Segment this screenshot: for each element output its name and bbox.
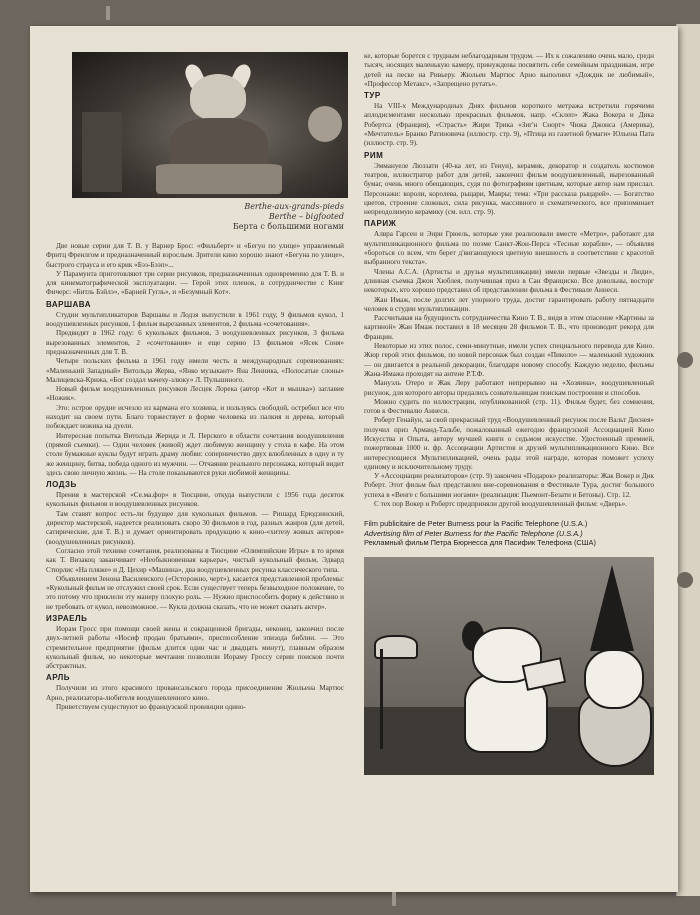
binder-hole-lower [677, 572, 693, 588]
paragraph: Новый фильм воодушевленных рисунков Лесцек Лорека (автор «Кот и мышка») заглавие «Ножик». [46, 385, 344, 403]
paragraph: Четыре польских фильма в 1961 году имели честь в международных соревнованиях: «Маленький Западный» Витольда Жерва, «Янко музыкант» Яна Ленника, «Полосатые слоны» Малицевска-Крижа, «Бог создал мачеху-злюку» Л. Пульшиного. [46, 357, 344, 384]
paragraph: Объявлением Зенона Васнлевского («Осторожно, черт»), касается представленной проблемы: «Кукольный фильм не отслужил своей срок. Если существует теперь безвыходное положение, то это потому что приклели эту манеру плохую роль. — Нужно приспособить форму к действию и не требовать от кукол, невозможное. — Кукла должна сказать, что не может сказать актер». [46, 574, 344, 611]
section-heading-warsaw: ВАРШАВА [46, 299, 91, 309]
film-caption [364, 519, 654, 547]
section-heading-lodz: ЛОДЗЬ [46, 480, 77, 490]
paragraph: Члены А.С.А. (Артисты и друзья мультипликации) имели первые «Звезды и Люди», длинная съемка Джон Хюблея, получившая приз в Сан Франциско. Все довольны, восторг некоторых, кто хорошо представил об представлении фильма в Фестивале Аннеси. [364, 267, 654, 295]
paragraph: Алвра Гарсен и Энри Грюель, которые уже реализовали вместе «Метро», работают для мультипликационного фильма по поэме Санкт-Жон-Перса «Тесные корабли», — объявляя «бороться со всем, что берет д'вигающуюся цветную внешность в соответствии с красотой выбранного текста». [364, 230, 654, 267]
film-caption-fr: Film publicitaire de Peter Burness pour la Pacific Telephone (U.S.A.) [364, 519, 588, 529]
left-column [46, 52, 344, 712]
paragraph: С тех пор Вокер и Робертс предприняли другой воодушевленный фильм: «Дверь». [374, 500, 628, 509]
paragraph: Мануэль Отеро и Жак Леру работают непрерывно на «Хозяина», воодушевленный рисунок, для которого авторы предались созвательницам поискам построения и способов. [364, 379, 654, 397]
binder-hole-upper [677, 352, 693, 368]
paragraph: Эммануеле Люззати (40-ка лет, из Генуи), керамик, декоратор и создатель костюмов театров, иллюстратор работ для детей, закончил фильм воодушевленный, вырезованный бумаг, очень много обещающих, судя по фотографиям цветным, которые автор нам прислал. Персонажи: короли, королева, рыцари, Мавры; тема: «Три рассказа рыцарей». — Богатство цветов, строение сложных, сила рисунка, массивного и схематического, все припоминает непреодолимую керамику (см. илл. стр. 9). [364, 161, 654, 217]
paragraph: ке, которые борется с трудным неблагодарным трудом. — Их к сожалению очень мало, средн тысяч, носящих маленькую камеру, принуждены посвятить себе семейным праздникам, игре детей на песке на Ривьеру. Жюльен Мартюс Арно выполнил «Дождик не любимый», «Профессор Метакс», «Запрещено рутать». [364, 52, 654, 88]
paragraph: Приветствуем существуют во французской провинции одино- [56, 703, 246, 712]
caption-en: Berthe – bigfooted [268, 212, 344, 221]
right-column [364, 52, 654, 775]
next-page-edge [676, 24, 700, 896]
section-heading-rome: РИМ [364, 150, 384, 160]
staple-top [106, 6, 110, 20]
cartoon-still-image [364, 557, 654, 775]
paragraph: Иорам Гросс при помощи своей жены и сокращенной бригады, неконец, закончил после двух-летней работы «Иосиф продан братьями», приспособление эпизода библии. — Это стремительное предприятие (фильм длится один час и двадцать минут), главным образом кукольный фильм, но некоторые мечтания позволили Иораму Гроссу серии поисков почти абстрактных. [46, 624, 344, 671]
section-heading-israel: ИЗРАЕЛЬ [46, 613, 88, 623]
caption-fr: Berthe-aux-grands-pieds [244, 202, 344, 211]
staple-bottom [392, 892, 396, 906]
section-heading-arles: АРЛЬ [46, 673, 70, 683]
paragraph: Роберт Генайун, за свой прекрасный труд «Воодушевленный рисунок после Вальт Диснея» получил приз Арманд-Тальбе, пожалованный ежегодно французской Ассоциацией Кино Искусства и Опыта, автору мучшей книги о седьмом искусстве. Удостоенный премией, пожертвовав 1000 н. фр. Ассоциации Артистов и друзей мультипликационного Кино. Все интересующиеся Мультипликацией, очень рады этой награде, которая поможет успеху единому и исключительному труду. [364, 416, 654, 471]
paragraph: На VIII-х Международных Днях фильмов короткого метража встретили горячими аплодисментами несколько прекрасных фильмов, напр. «Склеп» Жака Вокера и Дика Робертса (Франция), «Страсть» Жири Трика «Зиг'н Снорт» Чюка Джонса (Америка), «Мечтатель» Бранко Ратиновича (иллюстр. стр. 9), «Птица из газетной бумаги» Юльена Пата (иллюстр. стр. 9). [364, 102, 654, 148]
paragraph: Получили из этого красивого провансальского города присоединение Жюльена Мартюс Арно, реализатора-любителя воодушевленного кино. [46, 684, 344, 702]
photo-caption [46, 202, 344, 232]
puppet-photo [72, 52, 348, 198]
film-caption-ru: Рекламный фильм Петра Бюрнесса для Пасифик Телефона (США) [364, 537, 596, 547]
paragraph: Две новые серии для Т. В. у Варнер Брос: «Фильберт» и «Бегун по улице» управляемый Фритц Френлгом и предназначенный взрослым. Зрители кино хорошо знают «Бегуна по улице», быстрого страуса и его крик «Бээ-Бээп»... [46, 242, 344, 269]
caption-ru: Берта с большими ногами [232, 222, 344, 231]
section-heading-paris: ПАРИЖ [364, 219, 397, 229]
paragraph: Можно судить по иллюстрации, опубликованной (стр. 11). Фильм будет, без сомнения, готов к Фестивалю Аннеси. [364, 397, 654, 416]
paragraph: У «Ассоциации реализаторов» (стр. 9) закончен «Подарок» реализаторы: Жак Вокер и Дик Роберт. Этот фильм был представлен вне-соревнования в Фестивале Тура, достиг большого успеха в «Венге с большими ногами» (реализация: Пьемонт-Безати и Бетоны). Стр. 12. [364, 472, 654, 499]
paragraph: Рассчитывая на будущность сотрудничества Кино Т. В., видя в этом спасение «Картины за картиной» Жан Имаж поставил в 18 месяцев 28 фильмов Т. В., что производит рекорд для Франции. [364, 314, 654, 341]
paragraph: Некоторые из этих полос, семи-минутные, имели успех специального перевода для Кино. Жюр герой этих фильмов, по новой персонаж был создан «Пиколо» — маленький художник — он двигается в реальной декорации, благодаря новому способу. Каждую неделю, фильмы Жана-Имажа проходят на антене Р.Т.Ф. [364, 342, 654, 378]
paragraph: Прения в мастерской «Се.ма.фор» в Тюсцине, откуда выпустили с 1956 года десяток кукольных фильмов и воодушевленных рисунков. [46, 491, 344, 509]
paragraph: Это: острое орудие исчезло из кармана его хозяина, и пользуясь свободой, остребил все что находит на своем пути. Благо торжествует в форме человека из палкия и дерева, который побеждает ножика на дуели. [46, 403, 344, 431]
film-caption-en: Advertising film of Peter Burness for the Pacific Telephone (U.S.A.) [364, 528, 583, 538]
paragraph: У Парамунта приготовляют три серии рисунков, предназначенных одновременно для Т. В. и для кинематографической эксплуатации. — Герой этих пленок, в сотрудничестве с Книг Фичерс: «Битль Бэйлэ», «Барней Гугль», и «Безумный Кот». [46, 269, 344, 297]
paragraph: Согласно этой технике сочетания, реализованы в Тюсцине «Олимпийские Игры» в то время как Т. Визакоц заканчивает «Необыкновенная карьера», чистый кукольный фильм, Эдвард Стюрлис «На пляже» и Д. Цехир «Машина», два воодушевленных рисунка классического типа. [46, 546, 344, 574]
section-heading-tours: ТУР [364, 91, 381, 101]
paragraph: Предвидят в 1962 году: 6 кукольных фильмов, 3 воодушевленных рисунков, 3 фильма вырезованных элементов, 2 «сочетования» и еще серию 13 фильмов «Ясек Соня» предназначенных для Т. В. [46, 329, 344, 356]
paragraph: Студии мультипликаторов Варшавы и Лодзя выпустили в 1961 году, 9 фильмов кукол, 1 воодушевленных рисунков, 1 фильм вырезанных элементов, 2 фильма «сочетования». [46, 310, 344, 329]
paragraph: Жан Имаж, после долгих лет упорного труда, достиг гарантировать работу пятнадцати человек в студии мультипликации. [364, 295, 654, 313]
paragraph: Там ставят вопрос есть-ли будущее для кукольных фильмов. — Ришард Ерюдзинский, директор мастерской, надеется реализовать скоро 30 фильмов в год, разных жанров (для детей, сатирические, для Т. В.) и думает ориентировать продукцию к кино-«хитезу живых актеров» (воодушевленных рисунков). [46, 509, 344, 546]
paragraph: Интересная попытка Витольда Жерида и Л. Перского в области сочетания воодушевления (прямой съемки). — Один человек (живой) ждет любимую женщину у стола в кафе. На этом столе бумажные куклы будут играть драму любви: соперничество двух влюбленных в одну и ту же женщину, битва, победа одного из мужчин. — Отчаяние реального персонажа, который видит здесь свою личную жизнь. — На столе показываются руки любимой женщины. [46, 431, 344, 477]
